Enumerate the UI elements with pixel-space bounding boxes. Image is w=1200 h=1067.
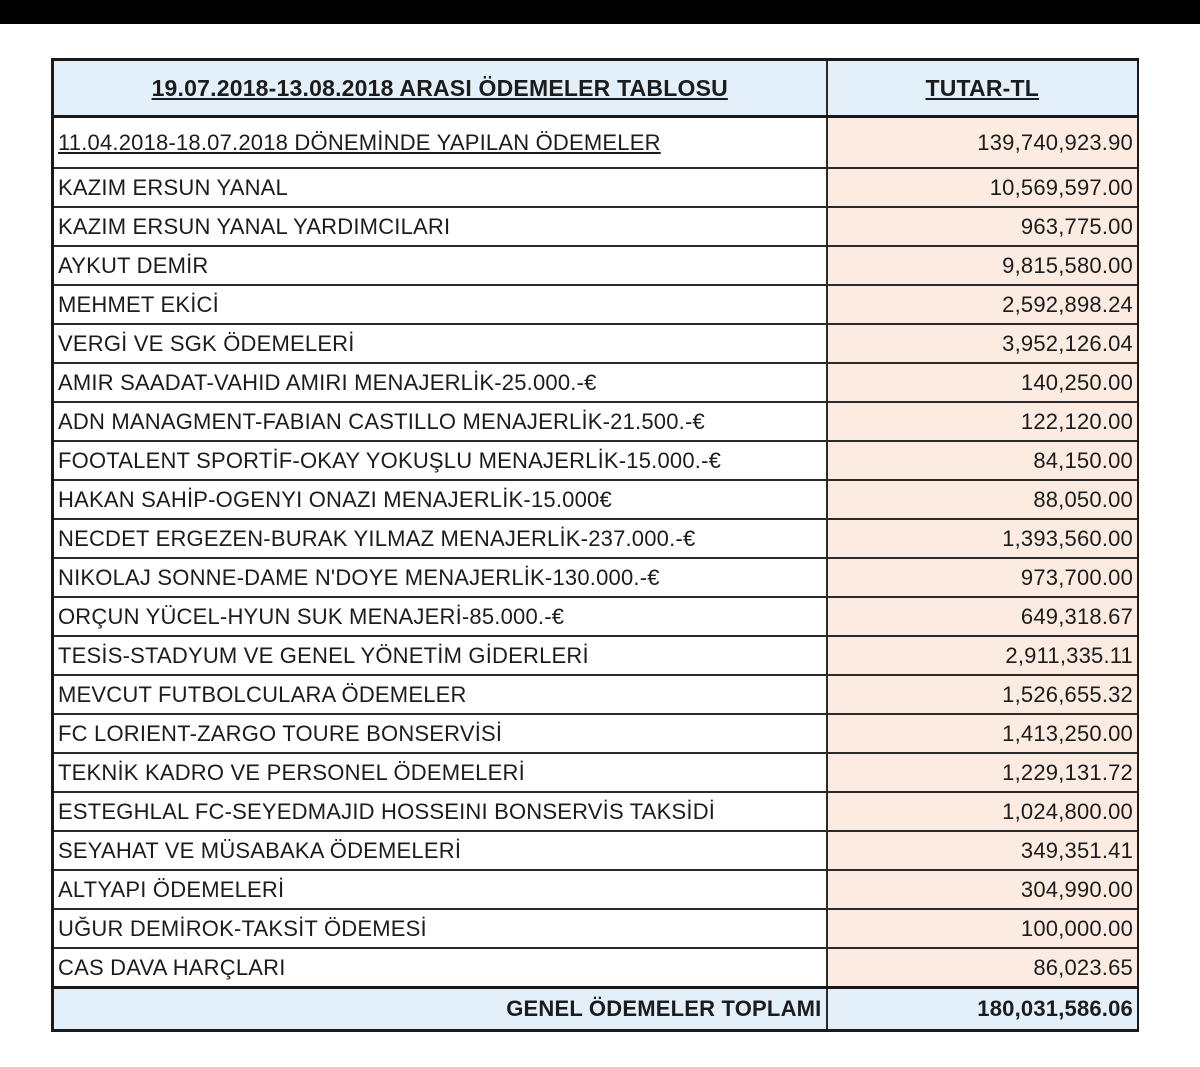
row-label [53,948,827,988]
row-label-text: UĞUR DEMİROK-TAKSİT ÖDEMESİ [58,915,427,941]
row-label-text: KAZIM ERSUN YANAL YARDIMCILARI [58,213,451,239]
row-amount: 963,775.00 [827,207,1139,246]
table-row [53,909,1139,948]
table-row [53,675,1139,714]
row-label [53,792,827,831]
total-label: GENEL ÖDEMELER TOPLAMI [53,988,827,1031]
row-amount: 349,351.41 [827,831,1139,870]
row-amount: 84,150.00 [827,441,1139,480]
table-row [53,636,1139,675]
table-row [53,246,1139,285]
row-label [53,441,827,480]
row-label-text: MEHMET EKİCİ [58,291,219,317]
table-row [53,117,1139,169]
row-label [53,519,827,558]
row-amount: 1,024,800.00 [827,792,1139,831]
row-amount: 1,229,131.72 [827,753,1139,792]
row-amount: 973,700.00 [827,558,1139,597]
row-label [53,831,827,870]
row-label [53,753,827,792]
row-amount: 649,318.67 [827,597,1139,636]
table-row [53,792,1139,831]
row-amount: 9,815,580.00 [827,246,1139,285]
row-amount: 88,050.00 [827,480,1139,519]
table-row [53,753,1139,792]
table-body [53,117,1139,988]
row-label-text: ORÇUN YÜCEL-HYUN SUK MENAJERİ-85.000.-€ [58,603,565,629]
row-label-text: MEVCUT FUTBOLCULARA ÖDEMELER [58,681,467,707]
row-label-text: TEKNİK KADRO VE PERSONEL ÖDEMELERİ [58,759,525,785]
table-row [53,285,1139,324]
row-label-text: ADN MANAGMENT-FABIAN CASTILLO MENAJERLİK-21.500.-€ [58,408,705,434]
table-row [53,519,1139,558]
row-label-text: CAS DAVA HARÇLARI [58,954,286,980]
row-label-text: AMIR SAADAT-VAHID AMIRI MENAJERLİK-25.000.-€ [58,369,597,395]
table-row [53,597,1139,636]
table-row [53,831,1139,870]
row-amount: 1,413,250.00 [827,714,1139,753]
table-row [53,207,1139,246]
row-label [53,909,827,948]
row-label-text: FOOTALENT SPORTİF-OKAY YOKUŞLU MENAJERLİK-15.000.-€ [58,447,722,473]
table-row [53,441,1139,480]
row-label [53,168,827,207]
row-amount: 139,740,923.90 [827,117,1139,169]
row-label [53,402,827,441]
table-title: 19.07.2018-13.08.2018 ARASI ÖDEMELER TABLOSU [53,60,827,117]
total-value: 180,031,586.06 [827,988,1139,1031]
table-row [53,870,1139,909]
payments-table [51,58,1139,1032]
header-row [53,60,1139,117]
row-label [53,246,827,285]
row-label-text: TESİS-STADYUM VE GENEL YÖNETİM GİDERLERİ [58,642,589,668]
top-bar [0,0,1200,24]
table-row [53,948,1139,988]
row-label [53,324,827,363]
row-label-text: ESTEGHLAL FC-SEYEDMAJID HOSSEINI BONSERVİS TAKSİDİ [58,798,716,824]
row-label-text: 11.04.2018-18.07.2018 DÖNEMİNDE YAPILAN ÖDEMELER [58,129,661,155]
total-row [53,988,1139,1031]
table-row [53,714,1139,753]
table-row [53,480,1139,519]
row-amount: 140,250.00 [827,363,1139,402]
row-amount: 86,023.65 [827,948,1139,988]
row-label [53,714,827,753]
row-label-text: ALTYAPI ÖDEMELERİ [58,876,285,902]
row-label [53,117,827,169]
row-label-text: NECDET ERGEZEN-BURAK YILMAZ MENAJERLİK-237.000.-€ [58,525,696,551]
row-label-text: HAKAN SAHİP-OGENYI ONAZI MENAJERLİK-15.000€ [58,486,612,512]
row-amount: 1,393,560.00 [827,519,1139,558]
table-row [53,168,1139,207]
row-label-text: VERGİ VE SGK ÖDEMELERİ [58,330,355,356]
row-label-text: KAZIM ERSUN YANAL [58,174,288,200]
row-amount: 10,569,597.00 [827,168,1139,207]
row-amount: 304,990.00 [827,870,1139,909]
row-label [53,285,827,324]
row-label-text: AYKUT DEMİR [58,252,209,278]
row-amount: 3,952,126.04 [827,324,1139,363]
amount-column-header: TUTAR-TL [827,60,1139,117]
row-label-text: FC LORIENT-ZARGO TOURE BONSERVİSİ [58,720,503,746]
row-amount: 122,120.00 [827,402,1139,441]
table-row [53,402,1139,441]
row-amount: 2,592,898.24 [827,285,1139,324]
row-label-text: NIKOLAJ SONNE-DAME N'DOYE MENAJERLİK-130.000.-€ [58,564,660,590]
row-amount: 2,911,335.11 [827,636,1139,675]
row-label [53,675,827,714]
row-label [53,597,827,636]
row-label-text: SEYAHAT VE MÜSABAKA ÖDEMELERİ [58,837,462,863]
row-label [53,480,827,519]
row-amount: 100,000.00 [827,909,1139,948]
row-label [53,363,827,402]
row-label [53,870,827,909]
table-row [53,363,1139,402]
row-amount: 1,526,655.32 [827,675,1139,714]
table-row [53,324,1139,363]
row-label [53,558,827,597]
row-label [53,207,827,246]
table-row [53,558,1139,597]
payments-sheet [51,58,1139,1067]
row-label [53,636,827,675]
